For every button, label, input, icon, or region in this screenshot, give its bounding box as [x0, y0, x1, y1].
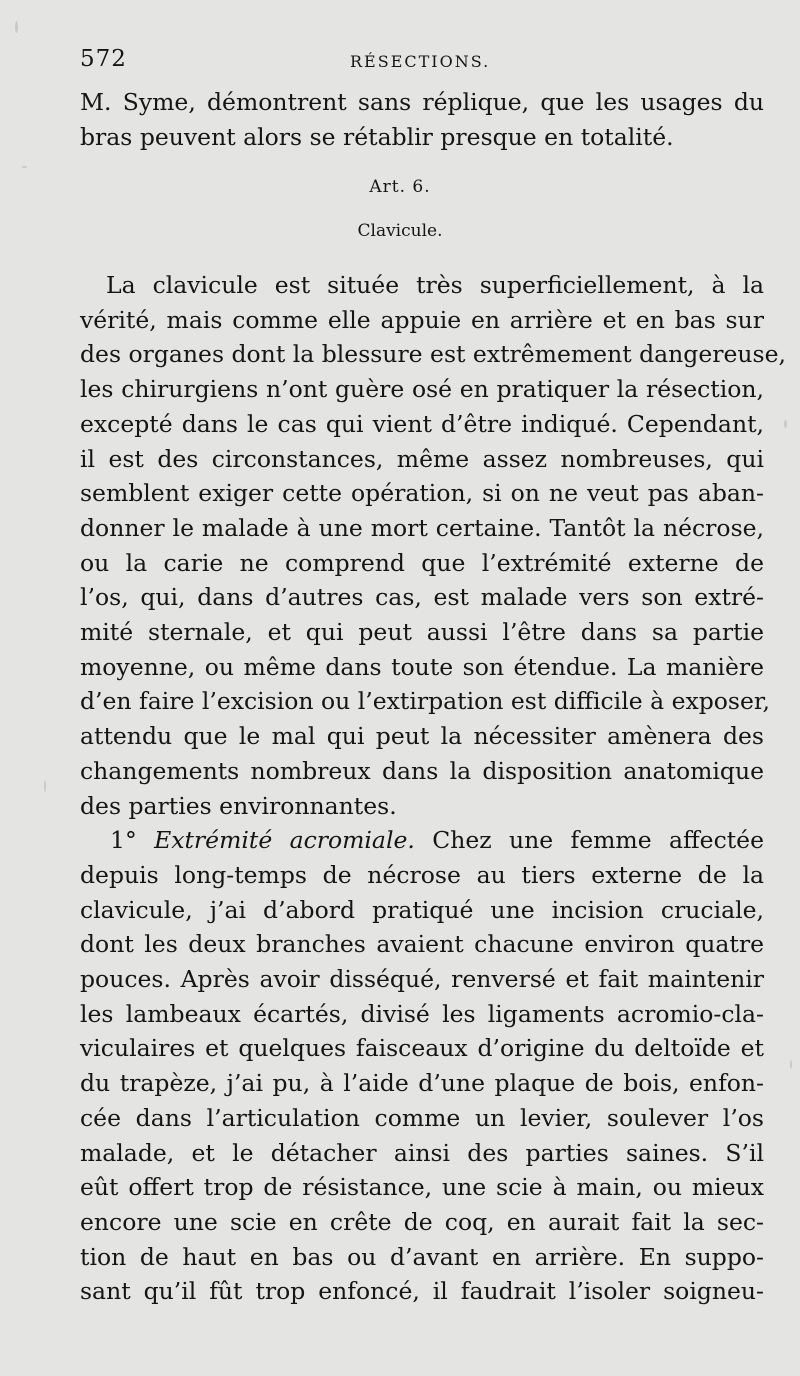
main-text: [80, 268, 786, 1309]
text-line: eût offert trop de résistance, une scie à main, ou mieux: [80, 1173, 764, 1202]
text-line: changements nombreux dans la disposition anatomique: [80, 756, 764, 785]
clavicle-paragraph: [80, 268, 786, 823]
text-line: M. Syme, démontrent sans réplique, que les usages du: [80, 88, 764, 116]
section-heading: Extrémité acromiale.: [154, 826, 415, 855]
paper-speckle: [44, 780, 46, 792]
running-title: RÉSECTIONS.: [350, 52, 491, 71]
text-line: les chirurgiens n’ont guère osé en pratiquer la résection,: [80, 375, 764, 404]
subsection-heading-line: [80, 823, 764, 858]
text-line: clavicule, j’ai d’abord pratiqué une incision cruciale,: [80, 895, 764, 924]
paper-speckle: [784, 420, 787, 428]
page-number: 572: [80, 46, 127, 72]
paper-speckle: [790, 1060, 792, 1069]
text-line: La clavicule est située très superficiellement, à la: [106, 271, 764, 299]
text-line: attendu que le mal qui peut la nécessiter amènera des: [80, 722, 764, 751]
section-marker: 1°: [110, 826, 137, 855]
running-header: [80, 46, 760, 74]
text-line: bras peuvent alors se rétablir presque en totalité.: [80, 122, 674, 151]
paper-speckle: [15, 21, 18, 33]
section-first-line-text: Chez une femme affectée: [432, 826, 764, 855]
text-line: cée dans l’articulation comme un levier, soulever l’os: [80, 1103, 764, 1132]
text-line: malade, et le détacher ainsi des parties saines. S’il: [80, 1138, 764, 1167]
text-line: ou la carie ne comprend que l’extrémité externe de: [80, 548, 764, 577]
text-line: mité sternale, et qui peut aussi l’être dans sa partie: [80, 618, 764, 647]
article-title: Clavicule.: [357, 221, 443, 241]
text-line: semblent exiger cette opération, si on ne veut pas aban-: [80, 479, 764, 508]
opening-paragraph: [80, 85, 764, 154]
text-line: il est des circonstances, même assez nombreuses, qui: [80, 444, 764, 473]
text-line: d’en faire l’excision ou l’extirpation est difficile à exposer,: [80, 687, 771, 716]
acromial-section: [80, 823, 764, 1309]
text-line: les lambeaux écartés, divisé les ligaments acromio-cla-: [80, 999, 764, 1028]
text-line: du trapèze, j’ai pu, à l’aide d’une plaque de bois, enfon-: [80, 1069, 764, 1098]
text-line: des parties environnantes.: [80, 791, 397, 820]
text-line: moyenne, ou même dans toute son étendue. La manière: [80, 652, 764, 681]
text-line: pouces. Après avoir disséqué, renversé et fait maintenir: [80, 965, 764, 994]
text-line: sant qu’il fût trop enfoncé, il faudrait l’isoler soigneu-: [80, 1277, 764, 1306]
article-number: Art. 6.: [369, 177, 431, 197]
text-line: dont les deux branches avaient chacune environ quatre: [80, 930, 764, 959]
text-line: l’os, qui, dans d’autres cas, est malade vers son extré-: [80, 583, 764, 612]
text-line: tion de haut en bas ou d’avant en arrière. En suppo-: [80, 1242, 764, 1271]
text-line: viculaires et quelques faisceaux d’origine du deltoïde et: [80, 1034, 764, 1063]
text-line: des organes dont la blessure est extrêmement dangereuse,: [80, 340, 786, 369]
text-line: excepté dans le cas qui vient d’être indiqué. Cependant,: [80, 409, 764, 438]
text-line: encore une scie en crête de coq, en aurait fait la sec-: [80, 1207, 764, 1236]
text-line: donner le malade à une mort certaine. Tantôt la nécrose,: [80, 513, 764, 542]
text-line: vérité, mais comme elle appuie en arrière et en bas sur: [80, 305, 764, 334]
paper-speckle: [22, 166, 27, 168]
text-line: depuis long-temps de nécrose au tiers externe de la: [80, 860, 764, 889]
